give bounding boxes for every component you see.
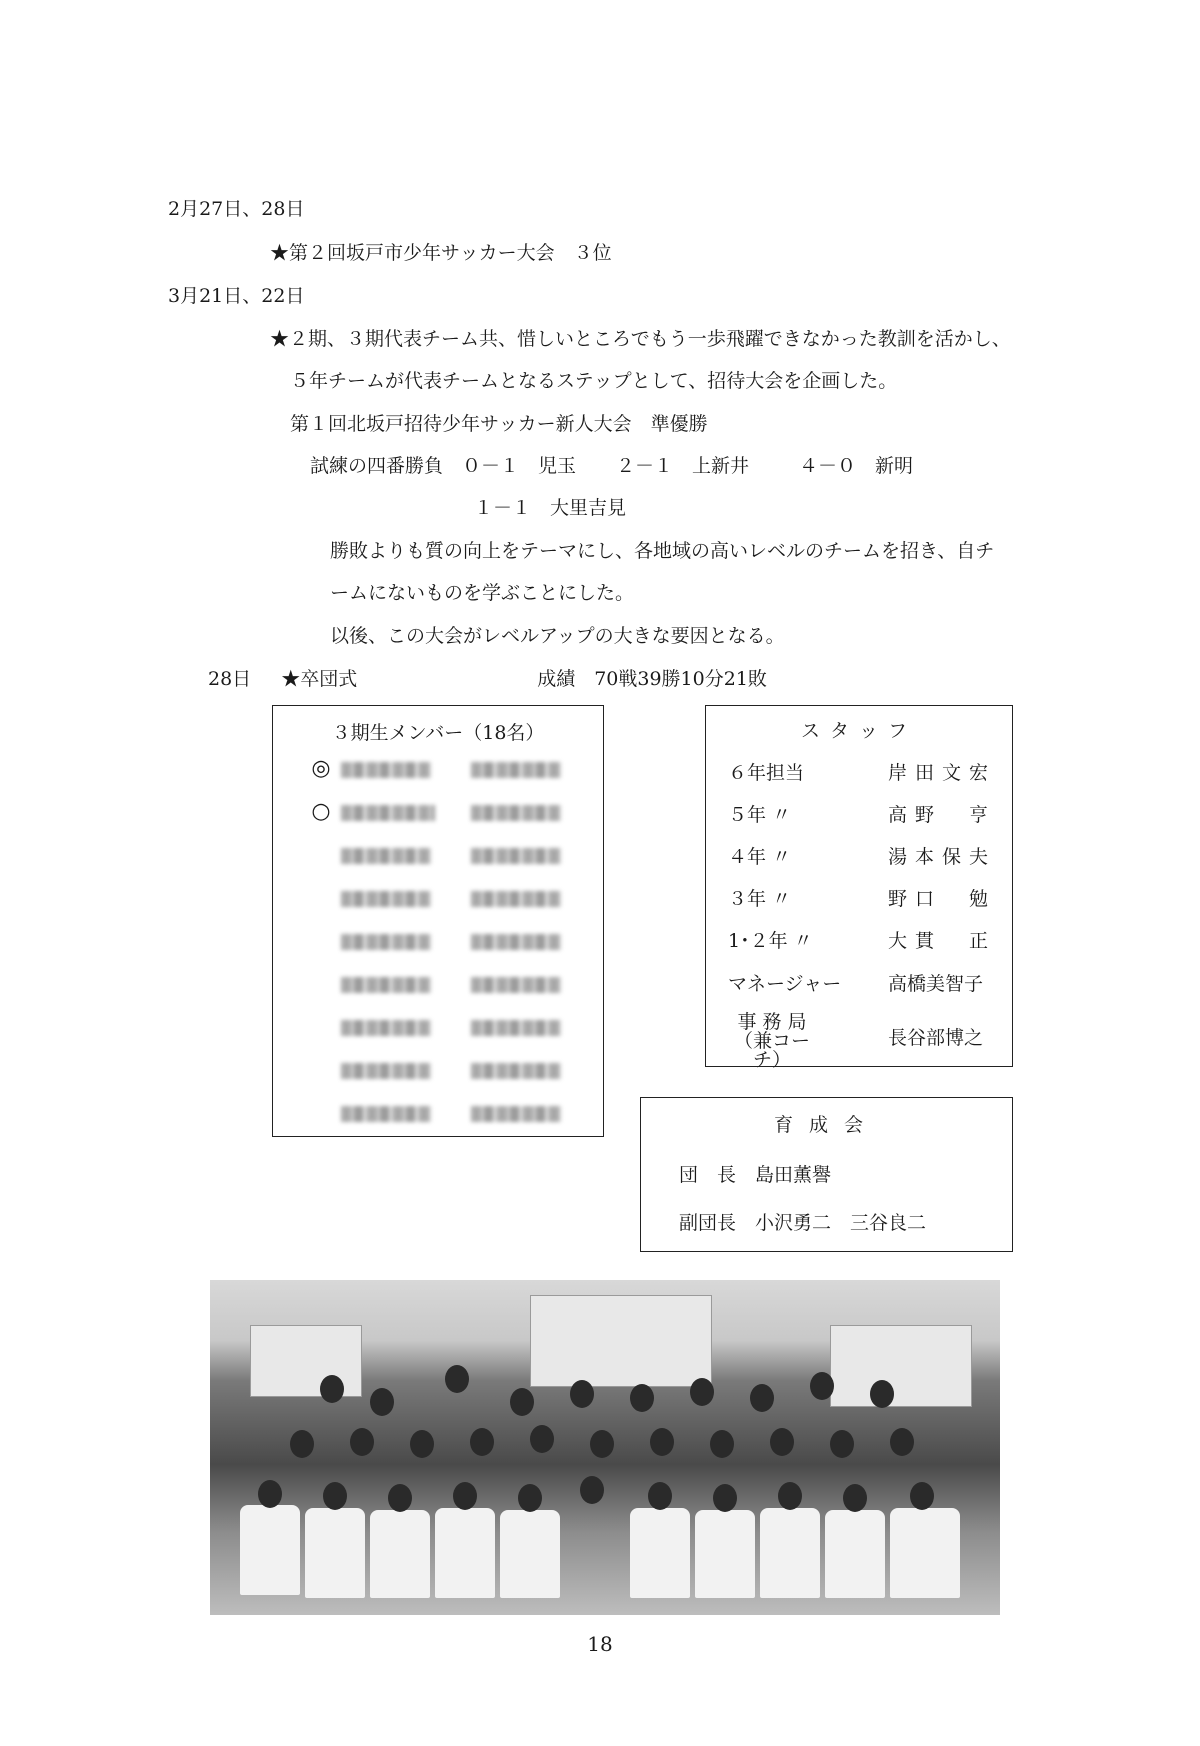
person	[870, 1380, 894, 1408]
photo-building	[830, 1325, 972, 1407]
staff-name: 岸田文宏	[888, 762, 988, 784]
blurred-name	[471, 1106, 561, 1122]
blurred-name	[341, 1063, 431, 1079]
match-result-shinmei: ４－０ 新明	[799, 455, 914, 477]
member-row	[309, 930, 569, 954]
person	[890, 1428, 914, 1456]
person	[258, 1480, 282, 1508]
captain-mark: ◎	[311, 756, 331, 781]
event-text-1: ★２期、３期代表チーム共、惜しいところでもう一歩飛躍できなかった教訓を活かし、	[270, 328, 1011, 350]
person	[370, 1510, 430, 1598]
graduation-date: 28日	[208, 668, 252, 690]
member-row	[309, 887, 569, 911]
blurred-name	[471, 1020, 561, 1036]
members-box	[272, 705, 604, 1137]
match-result-kodama: 試練の四番勝負 ０－１ 児玉	[310, 455, 577, 477]
person	[320, 1375, 344, 1403]
blurred-name	[471, 848, 561, 864]
person	[778, 1482, 802, 1510]
person	[580, 1476, 604, 1504]
page-number: 18	[587, 1632, 613, 1656]
staff-role: ５年 〃	[728, 804, 792, 826]
person	[570, 1380, 594, 1408]
staff-title: スタッフ	[800, 720, 917, 742]
blurred-name	[341, 762, 431, 778]
person	[410, 1430, 434, 1458]
staff-name: 大貫 正	[888, 930, 988, 952]
staff-role: ４年 〃	[728, 846, 792, 868]
blurred-name	[471, 934, 561, 950]
theme-text-1: 勝敗よりも質の向上をテーマにし、各地域の高いレベルのチームを招き、自チ	[330, 540, 995, 562]
date-feb: 2月27日、28日	[168, 198, 305, 220]
person	[323, 1482, 347, 1510]
person	[388, 1484, 412, 1512]
person	[825, 1510, 885, 1598]
staff-name: 湯本保夫	[888, 846, 988, 868]
staff-role: ３年 〃	[728, 888, 792, 910]
person	[770, 1428, 794, 1456]
graduation-row	[208, 668, 767, 691]
person	[810, 1372, 834, 1400]
member-row	[309, 1016, 569, 1040]
person	[470, 1428, 494, 1456]
member-row	[309, 758, 569, 782]
ikuseikai-dancho: 団 長 島田薫譽	[679, 1164, 832, 1186]
season-record: 成績 70戦39勝10分21敗	[537, 668, 767, 690]
person	[650, 1428, 674, 1456]
person	[453, 1482, 477, 1510]
member-row	[309, 1102, 569, 1126]
person	[630, 1508, 690, 1598]
person	[290, 1430, 314, 1458]
match-result-osato: １－１ 大里吉見	[474, 497, 627, 519]
person	[240, 1505, 300, 1595]
staff-name: 高橋美智子	[888, 973, 984, 995]
person	[305, 1508, 365, 1598]
person	[530, 1425, 554, 1453]
staff-name: 野口 勉	[888, 888, 988, 910]
person	[713, 1484, 737, 1512]
vice-captain-mark: ○	[311, 799, 331, 824]
member-row	[309, 973, 569, 997]
person	[710, 1430, 734, 1458]
person	[500, 1510, 560, 1598]
staff-box	[705, 705, 1013, 1071]
staff-role-office-line2: （兼コーチ）	[733, 1030, 810, 1071]
photo-building	[250, 1325, 362, 1397]
person	[695, 1510, 755, 1598]
person	[445, 1365, 469, 1393]
person	[890, 1508, 960, 1598]
person	[830, 1430, 854, 1458]
ikuseikai-box	[640, 1097, 1013, 1252]
person	[648, 1482, 672, 1510]
blurred-name	[341, 848, 431, 864]
match-results-row	[310, 455, 913, 478]
person	[510, 1388, 534, 1416]
theme-text-3: 以後、この大会がレベルアップの大きな要因となる。	[330, 625, 785, 647]
member-row	[309, 844, 569, 868]
graduation-ceremony: ★卒団式	[281, 668, 358, 690]
person	[370, 1388, 394, 1416]
member-row	[309, 1059, 569, 1083]
person	[518, 1484, 542, 1512]
event-text-2: ５年チームが代表チームとなるステップとして、招待大会を企画した。	[290, 370, 898, 392]
ikuseikai-fukudancho: 副団長 小沢勇二 三谷良二	[679, 1212, 927, 1234]
ikuseikai-title: 育成会	[773, 1114, 879, 1136]
member-row	[309, 801, 569, 825]
person	[690, 1378, 714, 1406]
blurred-name	[341, 1020, 431, 1036]
blurred-name	[471, 891, 561, 907]
event-sakado-tournament: ★第２回坂戸市少年サッカー大会 ３位	[270, 242, 612, 264]
person	[910, 1482, 934, 1510]
theme-text-2: ームにないものを学ぶことにした。	[330, 582, 635, 604]
team-photo	[210, 1280, 1000, 1615]
staff-role: ６年担当	[728, 762, 805, 784]
staff-name: 長谷部博之	[888, 1027, 984, 1049]
blurred-name	[341, 934, 431, 950]
blurred-name	[341, 891, 431, 907]
blurred-name	[471, 762, 561, 778]
photo-building	[530, 1295, 712, 1387]
staff-name: 高野 亨	[888, 804, 988, 826]
staff-role: 1･２年 〃	[728, 930, 813, 952]
person	[350, 1428, 374, 1456]
blurred-name	[341, 805, 435, 821]
staff-role-office	[720, 1013, 824, 1070]
person	[750, 1384, 774, 1412]
person	[590, 1430, 614, 1458]
person	[760, 1508, 820, 1598]
blurred-name	[471, 805, 561, 821]
blurred-name	[471, 977, 561, 993]
blurred-name	[341, 1106, 431, 1122]
blurred-name	[471, 1063, 561, 1079]
staff-role: マネージャー	[728, 973, 842, 995]
person	[435, 1508, 495, 1598]
members-title: ３期生メンバー（18名）	[331, 722, 545, 744]
blurred-name	[341, 977, 431, 993]
person	[843, 1484, 867, 1512]
tournament-result: 第１回北坂戸招待少年サッカー新人大会 準優勝	[290, 413, 708, 435]
person	[630, 1384, 654, 1412]
match-result-kamiarai: ２－１ 上新井	[616, 455, 750, 477]
date-mar: 3月21日、22日	[168, 285, 305, 307]
staff-role-office-line1: 事 務 局	[737, 1011, 807, 1033]
